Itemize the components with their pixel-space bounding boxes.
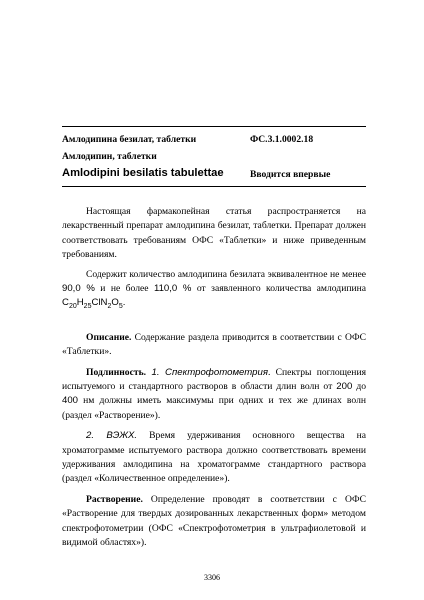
description-text: Содержание раздела приводится в соответствии с ОФС «Таблетки». xyxy=(62,331,366,358)
dissolution-label: Растворение. xyxy=(86,493,143,505)
content-paragraph xyxy=(62,268,366,315)
content-text-post: от заявленного количества амлодипина xyxy=(191,283,366,295)
intro-paragraph: Настоящая фармакопейная статья распространяется на лекарственный препарат амлодипина безилат, таблетки. Препарат должен соответствовать требованиям ОФС «Таблетки» и ниже приведенным требованиям. xyxy=(62,206,366,261)
authenticity-method: 1. Спектрофотометрия xyxy=(146,366,268,378)
description-label: Описание. xyxy=(86,331,132,343)
description-paragraph xyxy=(62,331,366,360)
subtitle-ru: Амлодипин, таблетки xyxy=(62,151,157,162)
wavelength-from: 200 xyxy=(336,380,353,392)
authenticity-text-c: нм должны иметь максимумы при одних и тех же длинах волн (раздел «Растворение»). xyxy=(62,395,366,421)
wavelength-to: 400 xyxy=(62,395,79,407)
hplc-text: Время удерживания основного вещества на хроматограмме испытуемого раствора должно соответствовать времени удерживания амлодипина на хроматограмме стандартного раствора (раздел «Количественное определение»). xyxy=(62,430,366,485)
article-code: ФС.3.1.0002.18 xyxy=(250,134,314,145)
content-max: 110,0 % xyxy=(153,283,192,295)
authenticity-text-b: до xyxy=(352,380,367,392)
dissolution-paragraph xyxy=(62,493,366,551)
content-text-mid: и не более xyxy=(94,283,154,295)
authenticity-text-a: . Спектры поглощения испытуемого и стандартного растворов в области длин волн от xyxy=(62,366,366,392)
title-latin: Amlodipini besilatis tabulettae xyxy=(62,167,224,179)
top-rule xyxy=(62,126,366,127)
article-body xyxy=(62,205,366,550)
authenticity-label: Подлинность. xyxy=(86,366,147,378)
authenticity-paragraph xyxy=(62,366,366,424)
page-number: 3306 xyxy=(204,573,220,582)
content-text-pre: Содержит количество амлодипина безилата эквивалентное не менее xyxy=(86,268,366,280)
title-ru: Амлодипина безилат, таблетки xyxy=(62,134,197,145)
dissolution-text: Определение проводят в соответствии с ОФС «Растворение для твердых дозированных лекарственных форм» методом спектрофотометрии (ОФС «Спектрофотометрия в ультрафиолетовой и видимой областях»). xyxy=(62,493,366,549)
hplc-paragraph xyxy=(62,429,366,487)
status-note: Вводится впервые xyxy=(250,169,331,180)
bottom-rule xyxy=(62,186,366,187)
content-min: 90,0 % xyxy=(62,283,95,295)
hplc-label: 2. ВЭЖХ. xyxy=(86,430,138,442)
chemical-formula: $C_{20}H_{25}ClN_2O_5$. xyxy=(62,297,126,311)
